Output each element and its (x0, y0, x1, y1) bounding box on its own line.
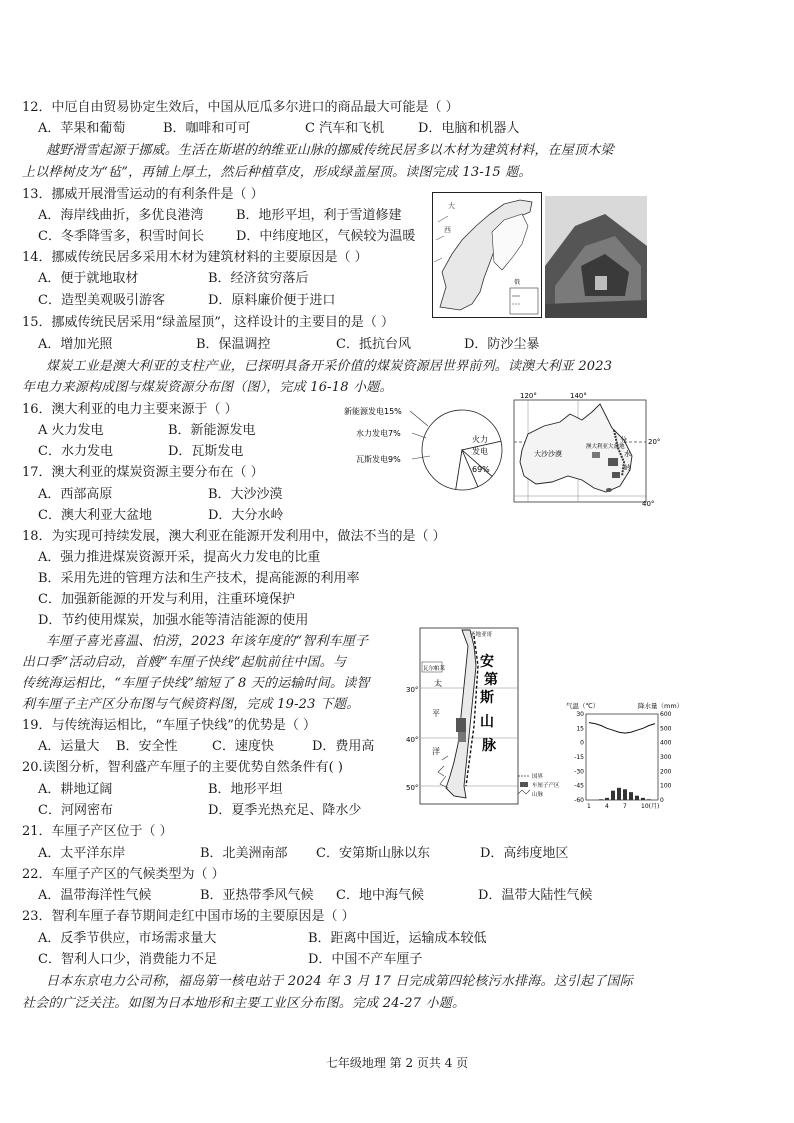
q18-option-c[interactable]: C．加强新能源的开发与利用，注重环境保护 (38, 592, 295, 607)
aus-lon-120: 120° (520, 392, 537, 400)
climate-month-label: 4 (605, 803, 609, 810)
q13-option-d[interactable]: D．中纬度地区，气候较为温暖 (236, 229, 416, 244)
q21-option-b[interactable]: B．北美洲南部 (200, 846, 288, 861)
q16-option-c[interactable]: C．水力发电 (38, 444, 113, 459)
intro-australia-line1: 煤炭工业是澳大利亚的支柱产业，已探明具备开采价值的煤炭资源居世界前列。读澳大利亚 2023 (46, 359, 613, 374)
climate-precip-tick: 500 (660, 725, 672, 733)
q16-option-a[interactable]: A 火力发电 (38, 423, 104, 438)
q14-stem: 14．挪威传统民居多采用木材为建筑材料的主要原因是（ ） (22, 250, 368, 265)
electricity-source-pie-chart (342, 398, 506, 498)
q23-option-d[interactable]: D．中国不产车厘子 (308, 952, 423, 967)
climate-temp-tick: 30 (576, 711, 584, 718)
q20-option-b[interactable]: B．地形平坦 (208, 782, 283, 797)
pie-main-label-1: 火力 (472, 435, 488, 444)
aus-lat-20: 20° (648, 438, 661, 446)
chile-ocean-char-2: 平 (432, 709, 440, 718)
australia-coal-map (508, 390, 661, 510)
q22-option-b[interactable]: B．亚热带季风气候 (200, 888, 314, 903)
q12-stem: 12．中厄自由贸易协定生效后，中国从厄瓜多尔进口的商品最大可能是（ ） (22, 100, 459, 115)
chile-mountain-char-4: 山 (480, 714, 494, 730)
q23-option-c[interactable]: C．智利人口少，消费能力不足 (38, 952, 217, 967)
q22-stem: 22．车厘子产区的气候类型为（ ） (22, 867, 225, 882)
intro-cherry-line1: 车厘子喜光喜温、怕涝，2023 年该年度的“智利车厘子 (46, 634, 369, 649)
q17-option-b[interactable]: B．大沙沙漠 (208, 487, 283, 502)
pie-label-gas: 瓦斯发电9% (356, 455, 401, 464)
q14-option-a[interactable]: A．便于就地取材 (38, 271, 139, 286)
chile-mountain-char-1: 安 (480, 654, 494, 670)
q12-option-b[interactable]: B．咖啡和可可 (163, 121, 251, 136)
q13-option-a[interactable]: A．海岸线曲折，多优良港湾 (38, 208, 204, 223)
green-roof-photo (545, 196, 647, 318)
climate-precip-bar (599, 799, 603, 800)
chile-cherry-map (404, 626, 560, 808)
climate-temp-tick: -30 (574, 768, 584, 776)
q16-option-d[interactable]: D．瓦斯发电 (168, 444, 244, 459)
q21-stem: 21．车厘子产区位于（ ） (22, 824, 173, 839)
q13-option-c[interactable]: C．冬季降雪多，积雪时间长 (38, 229, 204, 244)
chile-lat-30: 30° (406, 686, 419, 694)
q21-option-d[interactable]: D．高纬度地区 (480, 846, 569, 861)
intro-japan-line1: 日本东京电力公司称，福岛第一核电站于 2024 年 3 月 17 日完成第四轮核污水排海。这引起了国际 (46, 974, 633, 989)
pie-label-new-energy: 新能源发电15% (344, 407, 402, 416)
intro-cherry-line2: 出口季”活动启动，首艘“车厘子快线”起航前往中国。与 (22, 655, 347, 670)
q18-option-a[interactable]: A．强力推进煤炭资源开采，提高火力发电的比重 (38, 550, 321, 565)
q21-option-a[interactable]: A．太平洋东岸 (38, 846, 126, 861)
q19-option-d[interactable]: D．费用高 (312, 739, 375, 754)
q18-option-b[interactable]: B．采用先进的管理方法和生产技术，提高能源的利用率 (38, 571, 360, 586)
q22-option-d[interactable]: D．温带大陆性气候 (478, 888, 593, 903)
climate-precip-bar (611, 791, 615, 800)
intro-norway-line2: 上以桦树皮为“毡”，再铺上厚土，然后种植草皮，形成绿盖屋顶。读图完成 13-15 题。 (22, 165, 532, 180)
climate-precip-bar (629, 792, 633, 800)
page-footer: 七年级地理 第 2 页共 4 页 (325, 1056, 469, 1070)
intro-cherry-line3: 传统海运相比，“车厘子快线”缩短了 8 天的运输时间。读智 (22, 676, 370, 691)
q21-option-c[interactable]: C．安第斯山脉以东 (316, 846, 430, 861)
q14-option-b[interactable]: B．经济贫穷落后 (208, 271, 309, 286)
q17-option-a[interactable]: A．西部高原 (38, 487, 113, 502)
q14-option-d[interactable]: D．原料廉价便于进口 (208, 293, 336, 308)
chile-legend-mountain: 山脉 (532, 792, 544, 798)
q20-option-c[interactable]: C．河网密布 (38, 803, 113, 818)
q13-option-b[interactable]: B．地形平坦，利于雪道修建 (236, 208, 402, 223)
pie-main-label-2: 发电 (472, 447, 488, 456)
q20-option-d[interactable]: D．夏季光热充足、降水少 (208, 803, 362, 818)
climate-precip-bar (617, 788, 621, 800)
q22-option-c[interactable]: C．地中海气候 (336, 888, 424, 903)
climate-precip-label: 降水量（mm） (638, 702, 684, 710)
climate-precip-tick: 300 (660, 754, 672, 761)
q19-option-a[interactable]: A．运量大 (38, 739, 100, 754)
q12-option-d[interactable]: D．电脑和机器人 (418, 121, 520, 136)
chile-mountain-char-3: 斯 (480, 690, 494, 706)
aus-lon-140: 140° (570, 392, 587, 400)
climate-temp-tick: -15 (574, 754, 584, 761)
pie-label-hydro: 水力发电7% (356, 429, 401, 438)
q15-stem: 15．挪威传统民居采用“绿盖屋顶”，这样设计的主要目的是（ ） (22, 315, 394, 330)
q13-stem: 13．挪威开展滑雪运动的有利条件是（ ） (22, 187, 264, 202)
intro-australia-line2: 年电力来源构成图与煤炭资源分布图（图），完成 16-18 小题。 (22, 380, 393, 395)
q23-stem: 23．智利车厘子春节期间走红中国市场的主要原因是（ ） (22, 909, 355, 924)
climate-temp-label: 气温（℃） (566, 702, 600, 710)
chile-ocean-char-1: 太 (434, 679, 442, 688)
q18-stem: 18．为实现可持续发展，澳大利亚在能源开发利用中，做法不当的是（ ） (22, 529, 446, 544)
chile-ocean-char-3: 洋 (432, 747, 440, 756)
chile-legend-border: 国界 (532, 774, 544, 780)
q19-option-b[interactable]: B．安全性 (116, 739, 178, 754)
aus-label-desert: 大沙沙漠 (534, 450, 562, 458)
chile-mountain-char-2: 第 (484, 672, 498, 688)
q19-option-c[interactable]: C．速度快 (212, 739, 274, 754)
chile-legend-cherry: 车厘子产区 (532, 783, 560, 789)
q22-option-a[interactable]: A．温带海洋性气候 (38, 888, 152, 903)
q20-stem: 20.读图分析，智利盛产车厘子的主要优势自然条件有( ) (22, 760, 343, 775)
q23-option-b[interactable]: B．距离中国近，运输成本较低 (308, 931, 487, 946)
intro-cherry-line4: 利车厘子主产区分布图与气候资料图，完成 19-23 下题。 (22, 697, 360, 712)
q20-option-a[interactable]: A．耕地辽阔 (38, 782, 113, 797)
q12-option-c[interactable]: C 汽车和飞机 (305, 121, 385, 136)
norway-map (432, 192, 542, 318)
climate-temp-tick: -60 (574, 797, 584, 804)
aus-label-basin: 澳大利亚大盆地 (586, 444, 625, 450)
q15-option-a[interactable]: A．增加光照 (38, 337, 113, 352)
q19-stem: 19．与传统海运相比，“车厘子快线”的优势是（ ） (22, 718, 316, 733)
climate-temp-tick: 15 (576, 725, 584, 733)
q15-option-b[interactable]: B．保温调控 (196, 337, 271, 352)
svg-text:俄: 俄 (514, 279, 521, 286)
chile-lat-40: 40° (406, 736, 419, 744)
aus-lat-40: 40° (642, 500, 655, 508)
q17-stem: 17．澳大利亚的煤炭资源主要分布在（ ） (22, 465, 264, 480)
q16-option-b[interactable]: B．新能源发电 (168, 423, 256, 438)
climate-precip-tick: 600 (660, 711, 672, 718)
climate-month-label: 10(月) (641, 803, 660, 810)
climate-temp-tick: -45 (574, 782, 584, 790)
svg-text:大: 大 (448, 202, 455, 210)
climate-precip-tick: 100 (660, 782, 672, 790)
svg-text:西: 西 (444, 226, 451, 234)
q14-option-c[interactable]: C．造型美观吸引游客 (38, 293, 165, 308)
q15-option-c[interactable]: C．抵抗台风 (336, 337, 411, 352)
climate-precip-tick: 0 (660, 797, 664, 804)
intro-norway-line1: 越野滑雪起源于挪威。生活在斯堪的纳维亚山脉的挪威传统民居多以木材为建筑材料，在屋顶木梁 (46, 143, 614, 158)
aus-label-range-2: 水 (624, 450, 631, 458)
chile-label-city: 圣地亚哥 (470, 632, 493, 638)
aus-label-range-3: 岭 (624, 464, 631, 472)
q16-stem: 16．澳大利亚的电力主要来源于（ ） (22, 402, 238, 417)
chile-label-port: 瓦尔帕莱 (423, 666, 446, 672)
climate-temp-tick: 0 (580, 739, 584, 747)
q12-option-a[interactable]: A．苹果和葡萄 (38, 121, 126, 136)
chile-mountain-char-5: 脉 (482, 738, 496, 754)
climate-precip-bar (635, 796, 639, 800)
q15-option-d[interactable]: D．防沙尘暴 (464, 337, 540, 352)
chile-lat-50: 50° (406, 784, 419, 792)
climate-precip-bar (623, 789, 627, 800)
climate-precip-bar (641, 798, 645, 800)
climate-precip-bar (647, 799, 651, 800)
climate-precip-tick: 200 (660, 768, 672, 776)
q23-option-a[interactable]: A．反季节供应，市场需求量大 (38, 931, 217, 946)
aus-label-range-1: 分 (620, 436, 627, 444)
intro-japan-line2: 社会的广泛关注。如图为日本地形和主要工业区分布图。完成 24-27 小题。 (22, 996, 466, 1011)
climate-precip-bar (605, 798, 609, 800)
climate-precip-tick: 400 (660, 739, 672, 747)
pie-main-value: 69% (472, 465, 490, 474)
q17-option-c[interactable]: C．澳大利亚大盆地 (38, 508, 152, 523)
climate-month-label: 7 (623, 803, 627, 810)
climate-chart (558, 700, 690, 812)
q17-option-d[interactable]: D．大分水岭 (208, 508, 284, 523)
q18-option-d[interactable]: D．节约使用煤炭，加强水能等清洁能源的使用 (38, 613, 309, 628)
climate-month-label: 1 (587, 803, 591, 810)
